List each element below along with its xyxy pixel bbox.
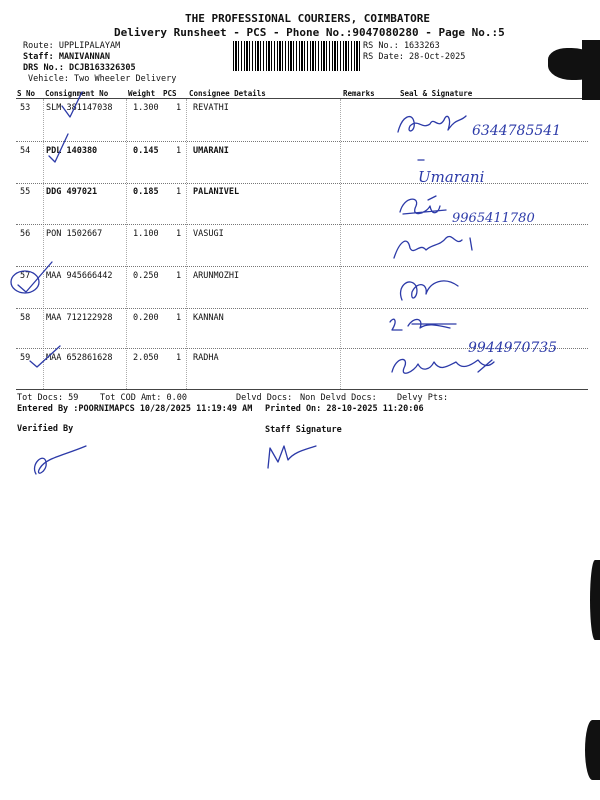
non-delivered-docs: Non Delvd Docs: xyxy=(300,393,377,403)
row-consignee: KANNAN xyxy=(193,313,224,323)
route-label: Route: UPPLIPALAYAM xyxy=(23,41,121,51)
row-consignment: MAA 945666442 xyxy=(46,271,113,281)
row-weight: 0.200 xyxy=(133,313,159,323)
total-cod-amount: Tot COD Amt: 0.00 xyxy=(100,393,187,403)
col-header-consignment: Consignment No xyxy=(45,89,109,98)
row-pcs: 1 xyxy=(176,229,182,239)
signature-58-phone: 9944970735 xyxy=(468,340,558,356)
row-weight: 0.250 xyxy=(133,271,159,281)
row-sno: 58 xyxy=(20,313,31,323)
row-pcs: 1 xyxy=(176,353,182,363)
delivered-docs: Delvd Docs: xyxy=(236,393,293,403)
staff-label: Staff: MANIVANNAN xyxy=(23,52,110,62)
row-weight: 0.185 xyxy=(133,187,159,197)
entered-by: Entered By :POORNIMAPCS 10/28/2025 11:19:49 AM xyxy=(17,404,253,414)
row-weight: 0.145 xyxy=(133,146,159,156)
row-consignee: ARUNMOZHI xyxy=(193,271,240,281)
row-consignee: RADHA xyxy=(193,353,219,363)
row-pcs: 1 xyxy=(176,146,182,156)
signature-54: Umarani xyxy=(418,168,485,186)
col-header-consignee: Consignee Details xyxy=(189,89,266,98)
signature-53-phone: 6344785541 xyxy=(472,123,562,139)
tick-mark-icon xyxy=(49,134,68,162)
verified-by-signature xyxy=(35,446,86,474)
signature-59 xyxy=(392,359,494,373)
staff-signature-label: Staff Signature xyxy=(265,425,342,435)
row-pcs: 1 xyxy=(176,187,182,197)
col-header-weight: Weight xyxy=(128,89,156,98)
tick-mark-icon xyxy=(30,346,60,367)
tick-mark-icon xyxy=(18,262,52,292)
row-weight: 1.300 xyxy=(133,103,159,113)
row-pcs: 1 xyxy=(176,271,182,281)
document-title: THE PROFESSIONAL COURIERS, COIMBATORE xyxy=(185,12,431,25)
vehicle-label: Vehicle: Two Wheeler Delivery xyxy=(28,74,177,84)
total-docs: Tot Docs: 59 xyxy=(17,393,79,403)
verified-by-label: Verified By xyxy=(17,424,74,434)
col-header-sno: S No xyxy=(17,89,36,98)
row-consignment: DDG 497021 xyxy=(46,187,98,197)
scan-smudge xyxy=(590,560,600,640)
scan-smudge xyxy=(582,40,600,100)
rs-date: RS Date: 28-Oct-2025 xyxy=(363,52,466,62)
row-consignee: VASUGI xyxy=(193,229,224,239)
row-consignee: PALANIVEL xyxy=(193,187,240,197)
row-consignee: REVATHI xyxy=(193,103,229,113)
row-consignment: PON 1502667 xyxy=(46,229,103,239)
row-weight: 1.100 xyxy=(133,229,159,239)
row-consignee: UMARANI xyxy=(193,146,229,156)
staff-signature-mark xyxy=(268,446,316,468)
row-weight: 2.050 xyxy=(133,353,159,363)
printed-on: Printed On: 28-10-2025 11:20:06 xyxy=(265,404,424,414)
signature-56 xyxy=(394,236,472,258)
col-header-remarks: Remarks xyxy=(343,89,375,98)
row-sno: 55 xyxy=(20,187,31,197)
row-sno: 59 xyxy=(20,353,31,363)
delivery-points: Delvy Pts: xyxy=(397,393,449,403)
col-header-pcs: PCS xyxy=(163,89,177,98)
row-sno: 54 xyxy=(20,146,31,156)
col-header-seal: Seal & Signature xyxy=(400,89,473,98)
signature-55-phone: 9965411780 xyxy=(452,211,535,226)
row-consignment: MAA 712122928 xyxy=(46,313,113,323)
row-pcs: 1 xyxy=(176,103,182,113)
tick-mark-icon xyxy=(62,92,82,117)
row-pcs: 1 xyxy=(176,313,182,323)
document-subtitle: Delivery Runsheet - PCS - Phone No.:9047080280 - Page No.:5 xyxy=(114,26,505,39)
scan-smudge xyxy=(585,720,600,780)
row-sno: 56 xyxy=(20,229,31,239)
row-sno: 57 xyxy=(20,271,31,281)
row-sno: 53 xyxy=(20,103,31,113)
row-consignment: MAA 652861628 xyxy=(46,353,113,363)
rs-number: RS No.: 1633263 xyxy=(363,41,440,51)
signature-53 xyxy=(398,116,466,132)
signature-58 xyxy=(390,319,456,330)
row-consignment: PDL 140380 xyxy=(46,146,98,156)
signature-57 xyxy=(401,281,458,300)
row-consignment: SLM 381147038 xyxy=(46,103,113,113)
drs-label: DRS No.: DCJB163326305 xyxy=(23,63,136,73)
signature-55 xyxy=(400,196,446,214)
